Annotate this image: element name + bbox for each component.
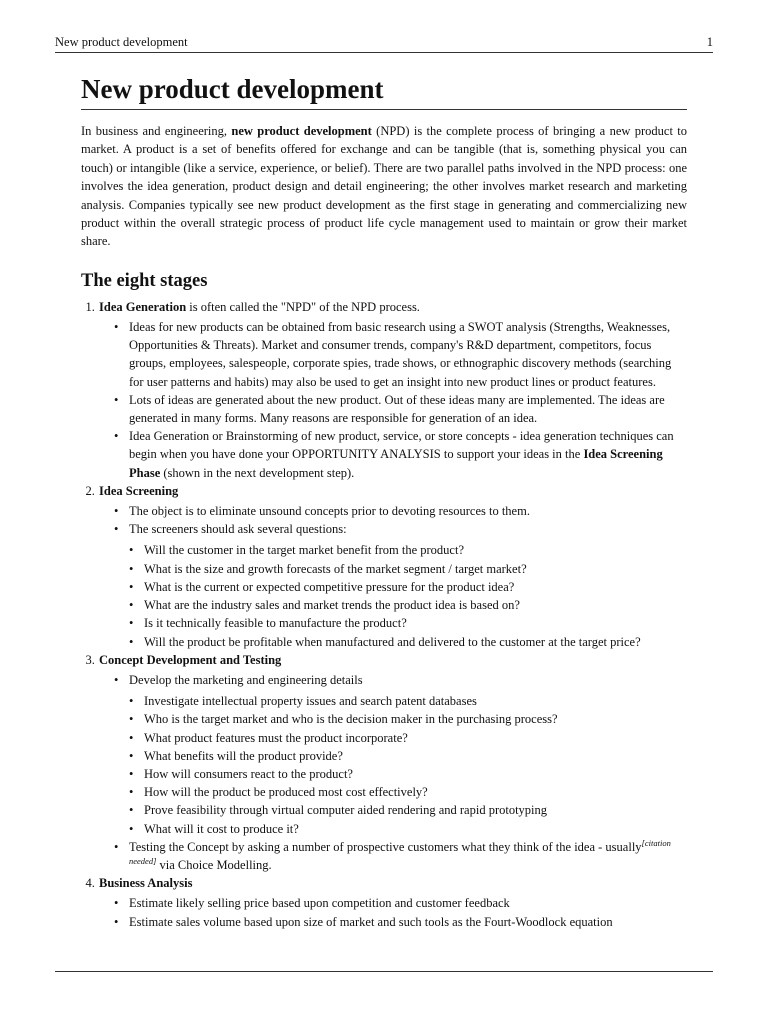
list-item-bold: Idea Screening Phase — [129, 447, 663, 480]
running-header — [55, 35, 713, 53]
list-item: • What will it cost to produce it? — [129, 820, 687, 838]
page-number: 1 — [706, 35, 713, 49]
list-item: • The object is to eliminate unsound concepts prior to devoting resources to them. — [114, 502, 687, 520]
article-content — [81, 70, 687, 931]
list-item: • What is the current or expected competitive pressure for the product idea? — [129, 578, 687, 596]
list-item-text: Testing the Concept by asking a number of prospective customers what they think of the idea - usually — [129, 839, 642, 854]
list-item: • Investigate intellectual property issues and search patent databases — [129, 692, 687, 710]
list-item-text: via Choice Modelling. — [156, 857, 272, 872]
list-item: • How will consumers react to the product? — [129, 765, 687, 783]
stage-title: Business Analysis — [99, 876, 193, 891]
list-item: • Estimate sales volume based upon size of market and such tools as the Fourt-Woodlock equation — [114, 913, 687, 931]
stage-title: Concept Development and Testing — [99, 652, 282, 667]
citation-needed-note: [citation needed] — [129, 837, 671, 866]
list-item: • Lots of ideas are generated about the new product. Out of these ideas many are implemented. The ideas are generated in many forms. Many reasons are responsible for generation of an idea. — [114, 391, 687, 427]
intro-bold-term: new product development — [231, 124, 372, 138]
stage-bullets — [99, 894, 687, 930]
page-title: New product development — [81, 70, 687, 110]
intro-paragraph — [81, 122, 687, 251]
stages-list — [81, 298, 687, 931]
stage-bullets — [99, 671, 687, 874]
stage-bullets — [99, 502, 687, 651]
list-item: • What product features must the product incorporate? — [129, 729, 687, 747]
stage-text: is often called the "NPD" of the NPD process. — [186, 299, 420, 314]
intro-text-rest: (NPD) is the complete process of bringing a new product to market. A product is a set of benefits offered for exchange and can be tangible (that is, something physical you can touch) or intangible (like a service, experience, or belief). There are two parallel paths involved in the NPD process: one involves the idea generation, product design and detail engineering; the other involves market research and marketing analysis. Companies typically see new product development as the first stage in generating and commercializing new product within the overall strategic process of product life cycle management used to maintain or grow their market share. — [81, 124, 688, 249]
intro-text-start: In business and engineering, — [81, 124, 232, 138]
concept-details — [129, 692, 687, 838]
list-item — [114, 671, 687, 838]
list-item — [114, 520, 687, 650]
stage-item — [98, 651, 687, 874]
screening-questions — [129, 541, 687, 650]
list-item: • What benefits will the product provide? — [129, 747, 687, 765]
stage-item — [98, 482, 687, 651]
list-item-text: Idea Generation or Brainstorming of new product, service, or store concepts - idea generation techniques can begin when you have done your OPPORTUNITY ANALYSIS to support your ideas in the — [129, 429, 674, 462]
stage-title: Idea Screening — [99, 483, 179, 498]
list-item: • How will the product be produced most cost effectively? — [129, 783, 687, 801]
list-item: • Prove feasibility through virtual computer aided rendering and rapid prototyping — [129, 801, 687, 819]
footer-rule — [55, 971, 713, 972]
list-item: • Will the customer in the target market benefit from the product? — [129, 541, 687, 559]
list-item-text: The screeners should ask several questions: — [129, 522, 347, 537]
running-title: New product development — [55, 35, 188, 49]
list-item-text: (shown in the next development step). — [160, 465, 355, 480]
list-item: • What is the size and growth forecasts of the market segment / target market? — [129, 560, 687, 578]
list-item — [114, 427, 687, 482]
list-item: • What are the industry sales and market trends the product idea is based on? — [129, 596, 687, 614]
list-item-text: Develop the marketing and engineering details — [129, 672, 363, 687]
stage-title: Idea Generation — [99, 299, 187, 314]
list-item: • Estimate likely selling price based upon competition and customer feedback — [114, 894, 687, 912]
section-heading: The eight stages — [81, 270, 208, 291]
list-item: • Is it technically feasible to manufacture the product? — [129, 614, 687, 632]
stage-item — [98, 874, 687, 931]
list-item: • Ideas for new products can be obtained from basic research using a SWOT analysis (Strengths, Weaknesses, Opportunities & Threats). Market and consumer trends, company's R&D department, competitors, focus groups, employees, salespeople, corporate spies, trade shows, or ethnographic discovery methods (searching for user patterns and habits) may also be used to get an insight into new product lines or product features. — [114, 318, 687, 391]
list-item: • Who is the target market and who is the decision maker in the purchasing process? — [129, 710, 687, 728]
list-item: • Will the product be profitable when manufactured and delivered to the customer at the target price? — [129, 633, 687, 651]
stage-bullets — [99, 318, 687, 482]
list-item — [114, 838, 687, 874]
stage-item — [98, 298, 687, 482]
